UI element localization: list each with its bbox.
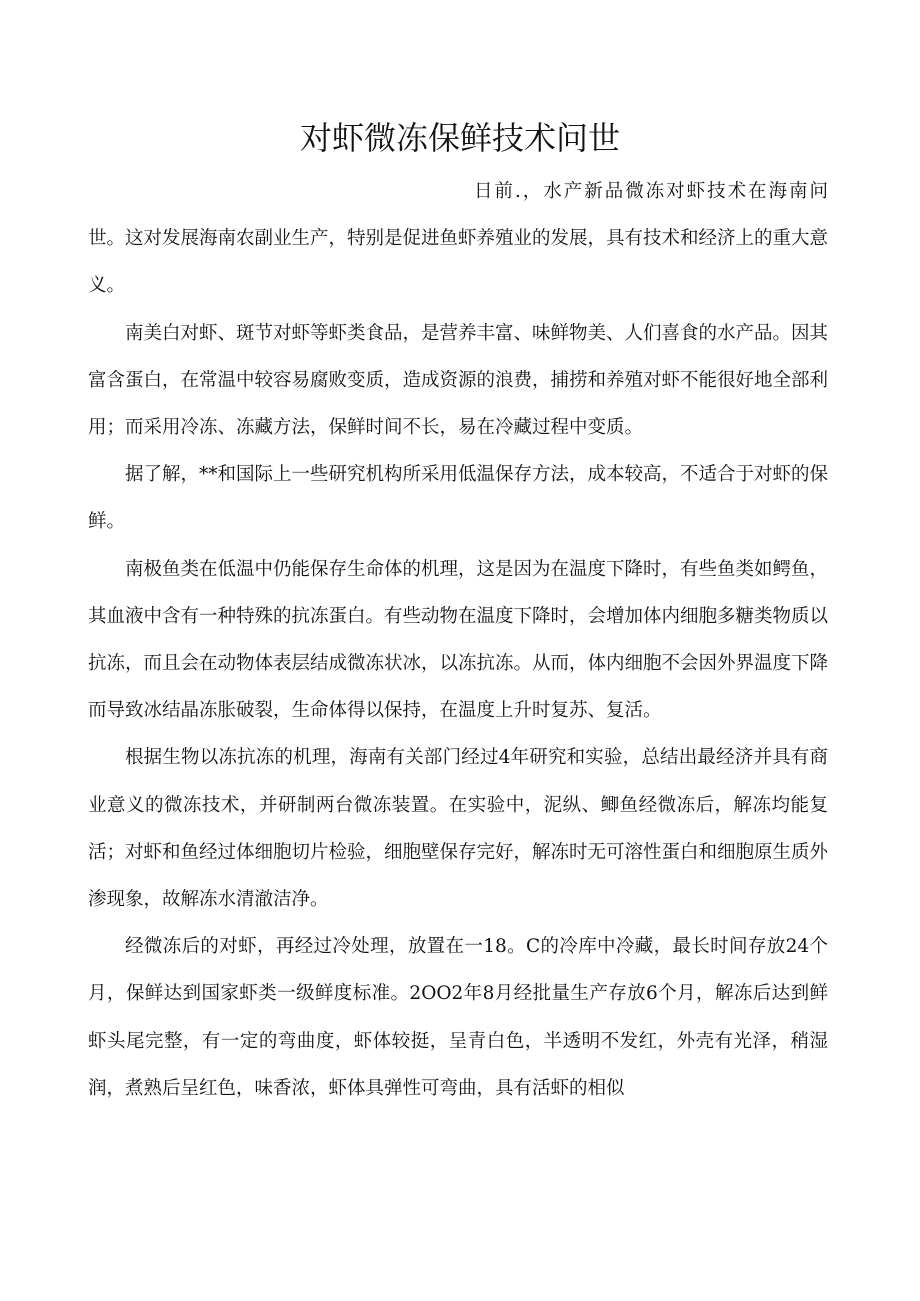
document-title: 对虾微冻保鲜技术问世 [299,119,620,157]
paragraph-6: 经微冻后的对虾，再经过冷处理，放置在一18。C的冷库中冷藏，最长时间存放24个月，保鲜达到国家虾类一级鲜度标准。2OO2年8月经批量生产存放6个月，解冻后达到鲜虾头尾完整，有一定的弯曲度，虾体较挺，呈青白色，半透明不发红，外壳有光泽，稍湿润，煮熟后呈红色，味香浓，虾体具弹性可弯曲，具有活虾的相似 [88,936,828,1099]
document-body [88,168,828,1112]
paragraph-4: 南极鱼类在低温中仍能保存生命体的机理，这是因为在温度下降时，有些鱼类如鳄鱼，其血液中含有一种特殊的抗冻蛋白。有些动物在温度下降时，会增加体内细胞多糖类物质以抗冻，而且会在动物体表层结成微冻状冰，以冻抗冻。从而，体内细胞不会因外界温度下降而导致冰结晶冻胀破裂，生命体得以保持，在温度上升时复苏、复活。 [88,558,829,722]
paragraph-3: 据了解，**和国际上一些研究机构所采用低温保存方法，成本较高，不适合于对虾的保鲜。 [88,464,829,533]
paragraph-5: 根据生物以冻抗冻的机理，海南有关部门经过4年研究和实验，总结出最经济并具有商业意义的微冻技术，并研制两台微冻装置。在实验中，泥纵、鲫鱼经微冻后，解冻均能复活；对虾和鱼经过体细胞切片检验，细胞壁保存完好，解冻时无可溶性蛋白和细胞原生质外渗现象，故解冻水清澈洁净。 [88,747,829,911]
paragraph-2: 南美白对虾、斑节对虾等虾类食品，是营养丰富、味鲜物美、人们喜食的水产品。因其富含蛋白，在常温中较容易腐败变质，造成资源的浪费，捕捞和养殖对虾不能很好地全部利用；而采用冷冻、冻藏方法，保鲜时间不长，易在冷藏过程中变质。 [88,322,829,439]
paragraph-1: 日前.，水产新品微冻对虾技术在海南问世。这对发展海南农副业生产，特别是促进鱼虾养殖业的发展，具有技术和经济上的重大意义。 [88,181,829,297]
